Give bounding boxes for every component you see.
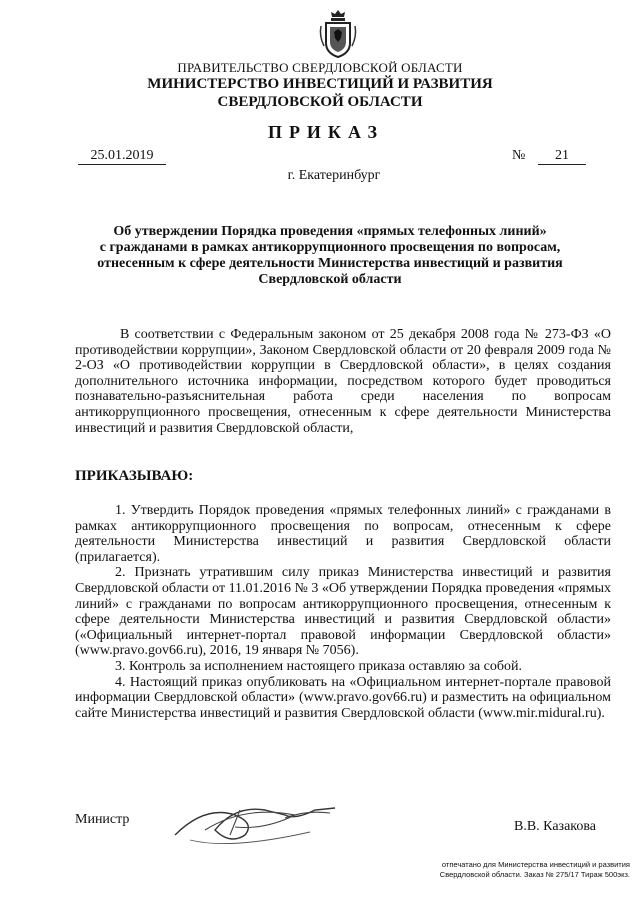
preamble xyxy=(75,327,611,436)
order-date: 25.01.2019 xyxy=(78,147,166,165)
signer-position: Министр xyxy=(75,812,130,827)
government-name: ПРАВИТЕЛЬСТВО СВЕРДЛОВСКОЙ ОБЛАСТИ xyxy=(177,60,463,75)
title-line: с гражданами в рамках антикоррупционного просвещения по вопросам, xyxy=(99,240,561,255)
ministry-name-line1: МИНИСТЕРСТВО ИНВЕСТИЦИЙ И РАЗВИТИЯ xyxy=(147,76,493,92)
order-item: 2. Признать утратившим силу приказ Министерства инвестиций и развития Свердловской области от 11.01.2016 № 3 «Об утверждении Порядка проведения «прямых линий» с гражданами по вопросам антикоррупционного просвещения, отнесенным к сфере деятельности Министерства инвестиций и развития Свердловской области» («Официальный интернет-портал правовой информации Свердловской области» (www.pravo.gov66.ru), 2016, 19 января № 7056). xyxy=(75,565,611,659)
order-number: 21 xyxy=(538,147,586,165)
order-word: ПРИКАЗЫВАЮ: xyxy=(75,468,194,484)
order-item: 4. Настоящий приказ опубликовать на «Официальном интернет-портале правовой информации Свердловской области» (www.pravo.gov66.ru) и разместить на официальном сайте Министерства инвестиций и развития Свердловской области (www.mir.midural.ru). xyxy=(75,674,611,721)
handwritten-signature xyxy=(165,790,365,850)
city: г. Екатеринбург xyxy=(287,168,381,183)
footer-line: отпечатано для Министерства инвестиций и развития xyxy=(441,860,630,869)
ministry-name-line2: СВЕРДЛОВСКОЙ ОБЛАСТИ xyxy=(217,94,423,110)
number-sign: № xyxy=(512,148,526,163)
coat-of-arms-icon xyxy=(318,8,358,60)
signer-name: В.В. Казакова xyxy=(514,819,597,834)
print-footer xyxy=(440,860,630,880)
preamble-text: В соответствии с Федеральным законом от 25 декабря 2008 года № 273-ФЗ «О противодействии коррупции», Законом Свердловской области от 20 февраля 2009 года № 2-ОЗ «О противодействии коррупции в Свердловской области», в целях создания дополнительного источника информации, посредством которого будет проводиться познавательно-разъяснительная работа среди населения по вопросам антикоррупционного просвещения, отнесенным к сфере деятельности Министерства инвестиций и развития Свердловской области, xyxy=(75,327,611,436)
order-items xyxy=(75,503,611,721)
order-item: 3. Контроль за исполнением настоящего приказа оставляю за собой. xyxy=(115,658,523,674)
document-type: ПРИКАЗ xyxy=(267,122,385,142)
order-title xyxy=(60,224,600,288)
title-line: Свердловской области xyxy=(258,272,402,287)
title-line: Об утверждении Порядка проведения «прямых телефонных линий» xyxy=(113,224,547,239)
order-item: 1. Утвердить Порядок проведения «прямых телефонных линий» с гражданами в рамках антикоррупционного просвещения по вопросам, отнесенным к сфере деятельности Министерства инвестиций и развития Свердловской области (прилагается). xyxy=(75,503,611,565)
footer-line: Свердловской области. Заказ № 275/17 Тираж 500экз. xyxy=(439,870,630,879)
title-line: отнесенным к сфере деятельности Министерства инвестиций и развития xyxy=(97,256,563,271)
